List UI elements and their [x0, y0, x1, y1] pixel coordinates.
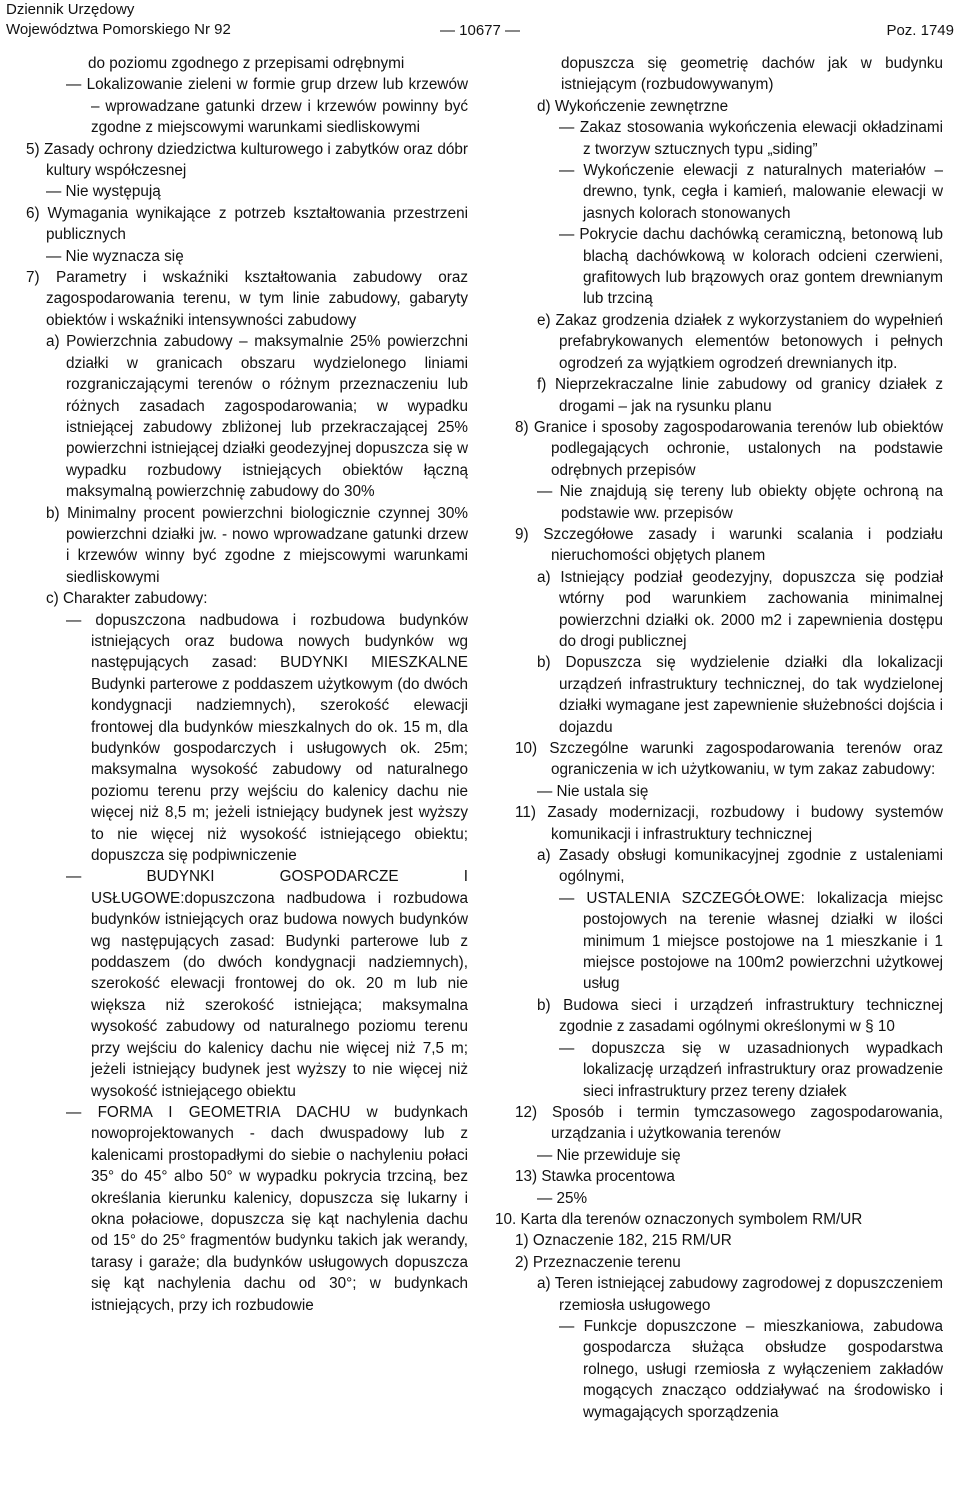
dash-item: — Nie przewiduje się: [537, 1146, 681, 1164]
section-heading: 10. Karta dla terenów oznaczonych symbolem RM/UR: [495, 1210, 863, 1228]
dash-item: — Wykończenie elewacji z naturalnych materiałów – drewno, tynk, cegła i kamień, malowanie elewacji w jasnych kolorach stonowanych: [559, 162, 943, 222]
dash-item: — Pokrycie dachu dachówką ceramiczną, betonową lub blachą dachówkową w kolorach odcieni czerwieni, grafitowych lub brązowych oraz gontem drewnianym lub trzciną: [559, 226, 943, 308]
numbered-item: 5) Zasady ochrony dziedzictwa kulturowego i zabytków oraz dóbr kultury współczesnej: [26, 140, 468, 180]
numbered-item: 6) Wymagania wynikające z potrzeb kształtowania przestrzeni publicznych: [26, 204, 468, 244]
dash-item: — FORMA I GEOMETRIA DACHU w budynkach nowoprojektowanych - dach dwuspadowy lub z kalenicami prostopadłymi do siebie o nachyleniu połaci 35° do 45° albo 50° w wypadku pokrycia trzciną, bez określania kierunku kalenicy, dopuszcza się lukarny i okna połaciowe, dopuszcza się kąt nachylenia dachu od 15° do 25° fragmentów budynku takich jak werandy, tarasy i garaże; dla budynków usługowych dopuszcza się kąt nachylenia dachu od 30°; w budynkach istniejących, przy ich rozbudowie: [66, 1103, 468, 1314]
lettered-item: b) Minimalny procent powierzchni biologicznie czynnej 30% powierzchni działki jw. - nowo wprowadzane gatunki drzew i krzewów winny być zgodne z miejscowymi warunkami siedliskowymi: [46, 504, 468, 586]
left-column: [26, 53, 468, 1316]
dash-item: — Lokalizowanie zieleni w formie grup drzew lub krzewów – wprowadzane gatunki drzew i krzewów powinny być zgodne z miejscowymi warunkami siedliskowymi: [66, 76, 468, 137]
dash-item: — Nie ustala się: [537, 782, 649, 800]
paragraph: dopuszcza się geometrię dachów jak w budynku istniejącym (rozbudowywanym): [561, 55, 943, 94]
dash-item: — BUDYNKI GOSPODARCZE I USŁUGOWE:dopuszczona nadbudowa i rozbudowa budynków istniejących oraz budowa nowych budynków wg następujących zasad: Budynki parterowe lub z poddaszem (do dwóch kondygnacji nadziemnych), szerokość elewacji frontowej do ok. 20 m lub nie większa niż szerokość istniejąca; maksymalna wysokość zabudowy od naturalnego poziomu terenu przy wejściu do kalenicy dachu nie więcej niż 7,5 m; jeżeli istniejący budynek jest wyższy to nie więcej niż wysokość istniejącego obiektu: [66, 868, 468, 1100]
numbered-item: 1) Oznaczenie 182, 215 RM/UR: [515, 1232, 732, 1250]
lettered-item: c) Charakter zabudowy:: [46, 590, 208, 608]
dash-item: — Nie występują: [46, 183, 161, 201]
numbered-item: 11) Zasady modernizacji, rozbudowy i budowy systemów komunikacji i infrastruktury technicznej: [515, 804, 943, 843]
dash-item: — Nie wyznacza się: [46, 247, 184, 265]
dash-item: — 25%: [537, 1189, 588, 1207]
lettered-item: d) Wykończenie zewnętrzne: [537, 97, 729, 115]
lettered-item: b) Budowa sieci i urządzeń infrastruktury technicznej zgodnie z zasadami ogólnymi określonymi w § 10: [537, 996, 943, 1036]
numbered-item: 12) Sposób i termin tymczasowego zagospodarowania, urządzania i użytkowania terenów: [515, 1103, 943, 1143]
dash-item: — Nie znajdują się tereny lub obiekty objęte ochroną na podstawie ww. przepisów: [537, 483, 943, 522]
numbered-item: 13) Stawka procentowa: [515, 1168, 675, 1186]
lettered-item: a) Powierzchnia zabudowy – maksymalnie 25% powierzchni działki w granicach obszaru wydzielonego liniami rozgraniczającymi terenów o różnym przeznaczeniu lub różnych zasadach zagospodarowania; w wypadku istniejącej zabudowy zbliżonej lub przekraczającej 25% powierzchni istniejącej działki geodezyjnej dopuszcza się w wypadku rozbudowy istniejących obiektów łączną maksymalną powierzchnię zabudowy do 30%: [46, 333, 468, 501]
lettered-item: a) Teren istniejącej zabudowy zagrodowej z dopuszczeniem rzemiosła usługowego: [537, 1275, 943, 1314]
dash-item: — Funkcje dopuszczone – mieszkaniowa, zabudowa gospodarcza służąca obsłudze gospodarstwa rolnego, usługi rzemiosła z wyłączeniem zakładów mogących znacząco oddziaływać na środowisko i wymagających sporządzenia: [559, 1317, 943, 1421]
numbered-item: 10) Szczególne warunki zagospodarowania terenów oraz ograniczenia w ich użytkowaniu, w tym zakaz zabudowy:: [515, 740, 943, 779]
paragraph: do poziomu zgodnego z przepisami odrębnymi: [88, 55, 405, 72]
dash-item: — USTALENIA SZCZEGÓŁOWE: lokalizacja miejsc postojowych na terenie własnej działki w ilości minimum 1 miejsce postojowe na 1 mieszkanie i 1 miejsce postojowe na 100m2 powierzchni użytkowej usług: [559, 889, 943, 993]
lettered-item: f) Nieprzekraczalne linie zabudowy od granicy działek z drogami – jak na rysunku planu: [537, 376, 943, 415]
lettered-item: a) Istniejący podział geodezyjny, dopuszcza się podział wtórny pod warunkiem zachowania minimalnej powierzchni działki ok. 2000 m2 i zapewnienia dostępu do drogi publicznej: [537, 568, 943, 650]
dash-item: — dopuszczona nadbudowa i rozbudowa budynków istniejących oraz budowa nowych budynków wg następujących zasad: BUDYNKI MIESZKALNE Budynki parterowe z poddaszem użytkowym (do dwóch kondygnacji nadziemnych), szerokość elewacji frontowej dla budynków mieszkalnych do ok. 15 m, dla budynków gospodarczych i usługowych ok. 25m; maksymalna wysokość zabudowy od naturalnego poziomu terenu przy wejściu do kalenicy dachu nie więcej niż 8,5 m; jeżeli istniejący budynek jest wyższy to nie więcej niż wysokość istniejącego obiektu; dopuszcza się podpiwniczenie: [66, 611, 468, 865]
page-number: — 10677 —: [439, 22, 521, 39]
lettered-item: a) Zasady obsługi komunikacyjnej zgodnie z ustaleniami ogólnymi,: [537, 847, 943, 886]
position-number: Poz. 1749: [886, 22, 954, 39]
voivodeship-issue: Województwa Pomorskiego Nr 92: [6, 21, 231, 38]
dash-item: — Zakaz stosowania wykończenia elewacji okładzinami z tworzyw sztucznych typu „siding”: [559, 119, 943, 158]
numbered-item: 7) Parametry i wskaźniki kształtowania zabudowy oraz zagospodarowania terenu, w tym linie zabudowy, gabaryty obiektów i wskaźniki intensywności zabudowy: [26, 269, 468, 329]
numbered-item: 8) Granice i sposoby zagospodarowania terenów lub obiektów podlegających ochronie, ustalonych na podstawie odrębnych przepisów: [515, 418, 943, 479]
lettered-item: e) Zakaz grodzenia działek z wykorzystaniem do wypełnień prefabrykowanych elementów betonowych i pełnych ogrodzeń za wyjątkiem ogrodzeń drewnianych itp.: [537, 311, 943, 372]
dash-item: — dopuszcza się w uzasadnionych wypadkach lokalizację urządzeń infrastruktury oraz prowadzenie sieci infrastruktury przez tereny działek: [559, 1039, 943, 1100]
lettered-item: b) Dopuszcza się wydzielenie działki dla lokalizacji urządzeń infrastruktury technicznej, do tak wydzielonej działki wymagane jest zapewnienie służebności dojścia i dojazdu: [537, 654, 943, 736]
publication-name: Dziennik Urzędowy: [6, 1, 135, 18]
numbered-item: 2) Przeznaczenie terenu: [515, 1253, 681, 1271]
numbered-item: 9) Szczegółowe zasady i warunki scalania i podziału nieruchomości objętych planem: [515, 525, 943, 565]
right-column: [495, 53, 943, 1423]
page-header: [6, 0, 954, 42]
